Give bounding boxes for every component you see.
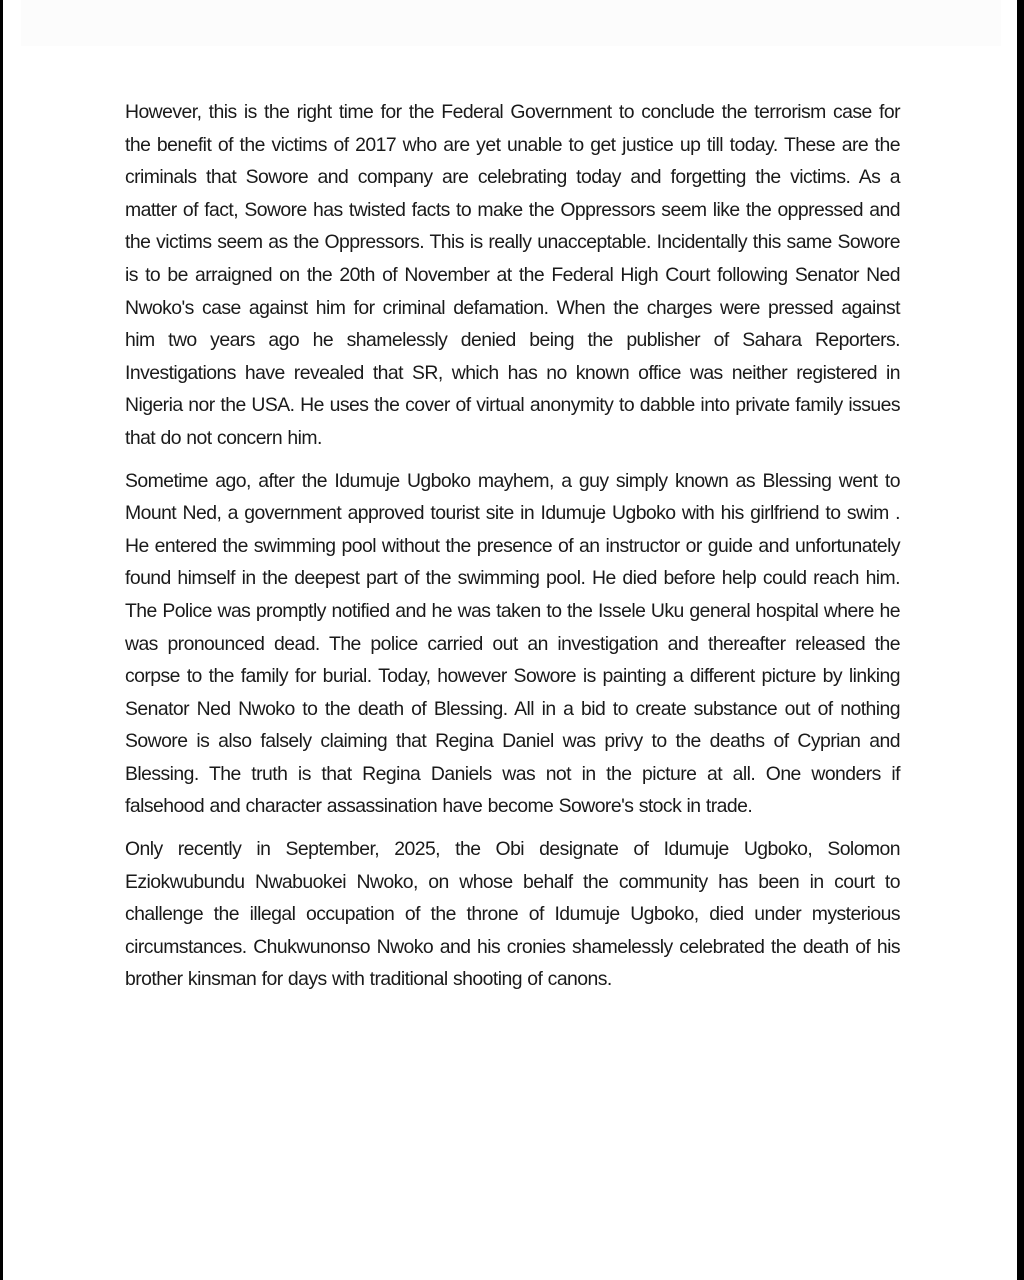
paragraph-obi-designate: Only recently in September, 2025, the Obi designate of Idumuje Ugboko, Solomon Eziokwubundu Nwabuokei Nwoko, on whose behalf the community has been in court to challenge the illegal occupation of the throne of Idumuje Ugboko, died under mysterious circumstances. Chukwunonso Nwoko and his cronies shamelessly celebrated the death of his brother kinsman for days with traditional shooting of canons. xyxy=(125,838,900,991)
document-page xyxy=(3,0,1017,1280)
paragraph-blessing-death: Sometime ago, after the Idumuje Ugboko mayhem, a guy simply known as Blessing went to Mount Ned, a government approved tourist site in Idumuje Ugboko with his girlfriend to swim . He entered the swimming pool without the presence of an instructor or guide and unfortunately found himself in the deepest part of the swimming pool. He died before help could reach him. The Police was promptly notified and he was taken to the Issele Uku general hospital where he was pronounced dead. The police carried out an investigation and thereafter released the corpse to the family for burial. Today, however Sowore is painting a different picture by linking Senator Ned Nwoko to the death of Blessing. All in a bid to create substance out of nothing Sowore is also falsely claiming that Regina Daniel was privy to the deaths of Cyprian and Blessing. The truth is that Regina Daniels was not in the picture at all. One wonders if falsehood and character assassination have become Sowore's stock in trade. xyxy=(125,469,900,818)
document-body xyxy=(125,96,900,1006)
paragraph-terrorism-case: However, this is the right time for the Federal Government to conclude the terrorism case for the benefit of the victims of 2017 who are yet unable to get justice up till today. These are the criminals that Sowore and company are celebrating today and forgetting the victims. As a matter of fact, Sowore has twisted facts to make the Oppressors seem like the oppressed and the victims seem as the Oppressors. This is really unacceptable. Incidentally this same Sowore is to be arraigned on the 20th of November at the Federal High Court following Senator Ned Nwoko's case against him for criminal defamation. When the charges were pressed against him two years ago he shamelessly denied being the publisher of Sahara Reporters. Investigations have revealed that SR, which has no known office was neither registered in Nigeria nor the USA. He uses the cover of virtual anonymity to dabble into private family issues that do not concern him. xyxy=(125,101,900,449)
page-top-shade xyxy=(21,0,1001,46)
